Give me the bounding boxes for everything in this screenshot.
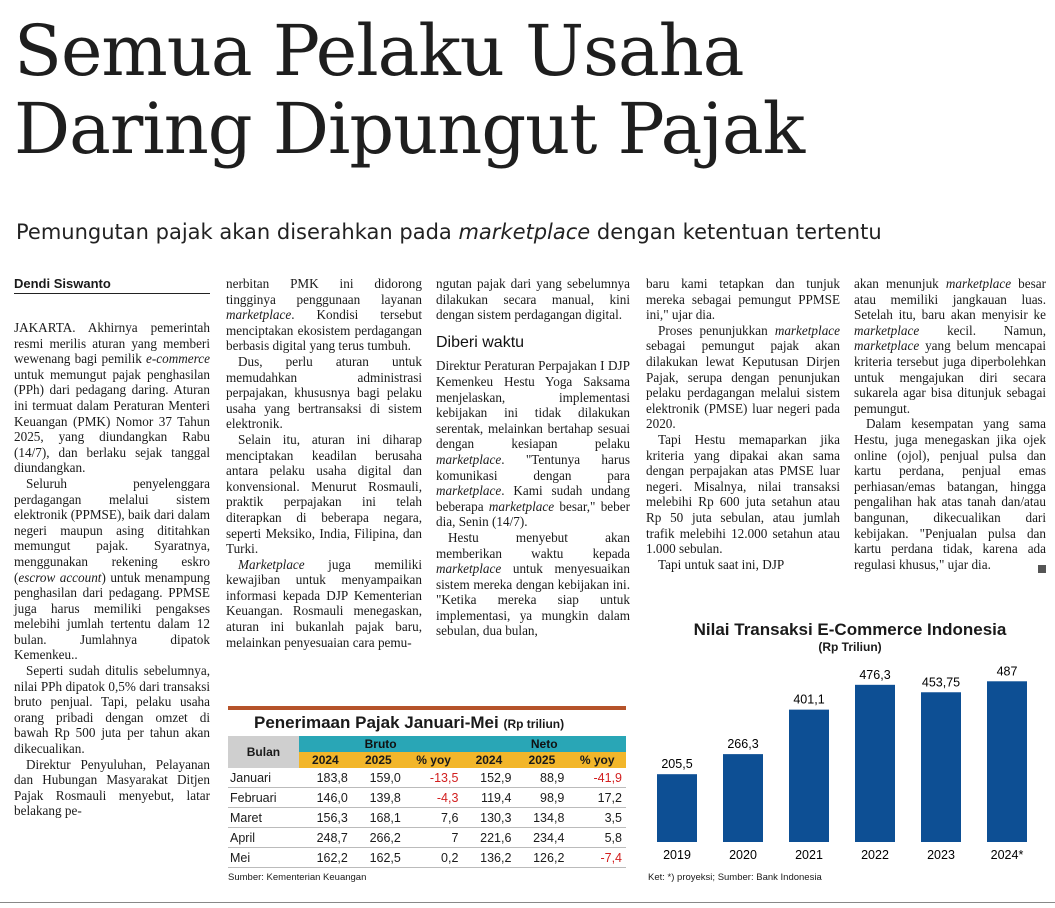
revenue-table [228,736,626,868]
header-yoy: % yoy [568,752,626,768]
table-row [228,828,626,848]
value-cell: 234,4 [515,828,568,848]
value-cell: 134,8 [515,808,568,828]
table-row [228,788,626,808]
table-source: Sumber: Kementerian Keuangan [228,872,367,883]
table-row [228,808,626,828]
table-title [254,713,626,733]
value-cell: 162,2 [299,848,352,868]
paragraph: Dalam kesempatan yang sama Hestu, juga menegaskan jika ojek online (ojol), penjual pulsa dan kartu perdana, penjual emas perhiasan/emas batangan, hingga pengalihan hak atas tanah dan/atau bangunan, dikecualikan dari kebijakan. "Penjualan pulsa dan kartu perdana tidak, karena ada regulasi khusus," ujar dia. [854,416,1046,572]
value-cell: 7 [405,828,463,848]
chart-subtitle: (Rp Triliun) [818,640,882,654]
table-unit: (Rp triliun) [503,717,565,731]
table-top-rule [228,706,626,710]
header-year: 2024 [299,752,352,768]
section-heading: Diberi waktu [436,333,525,351]
value-cell: 248,7 [299,828,352,848]
column-3-paragraph: ngutan pajak dari yang sebelumnya dilakukan secara manual, kini dengan sistem perdagangan digital. [436,276,630,323]
month-cell: Mei [228,848,299,868]
value-cell: -4,3 [405,788,463,808]
value-cell: 139,8 [352,788,405,808]
article-column-5 [854,276,1046,576]
value-cell: -41,9 [568,768,626,788]
subhead-before: Pemungutan pajak akan diserahkan pada [16,220,459,244]
x-tick-label: 2024* [990,848,1024,862]
table-title-text: Penerimaan Pajak Januari-Mei [254,713,499,732]
header-year: 2024 [462,752,515,768]
bar [723,754,763,842]
paragraph: Marketplace juga memiliki kewajiban untuk menyampaikan informasi kepada DJP Kementerian Keuangan. Rosmauli menegaskan, aturan ini bukanlah pajak baru, melainkan penyesuaian cara pemu- [226,556,422,650]
x-tick-label: 2020 [729,848,757,862]
paragraph: akan menunjuk marketplace besar atau memiliki jangkauan luas. Setelah itu, baru akan menyisir ke marketplace kecil. Namun, marketplace yang belum mencapai kriteria tersebut juga diperbolehkan untuk mengajukan diri secara sukarela agar bisa ditunjuk sebagai pemungut. [854,276,1047,416]
bar-value-label: 476,3 [859,667,891,682]
subhead [16,220,882,244]
bar [789,710,829,842]
column-5-body [854,276,1046,572]
value-cell: 0,2 [405,848,463,868]
end-of-article-mark [1038,565,1046,573]
paragraph: Selain itu, aturan ini diharap menciptakan keadilan berusaha antara pelaku usaha digital dan konvensional. Menurut Rosmauli, praktik perpajakan ini telah diterapkan di beberapa negara, seperti Meksiko, India, Filipina, dan Turki. [226,431,422,557]
bar-value-label: 453,75 [921,675,961,690]
value-cell: -7,4 [568,848,626,868]
headline-line-2: Daring Dipungut Pajak [14,88,805,170]
headline [14,12,1054,168]
value-cell: 162,5 [352,848,405,868]
paragraph: Hestu menyebut akan memberikan waktu kepada marketplace untuk menyesuaikan sistem mereka dengan kebijakan ini. "Ketika mereka siap untuk implementasi, ya mungkin dalam sebulan, dua bulan, [436,529,630,639]
value-cell: 7,6 [405,808,463,828]
value-cell: 146,0 [299,788,352,808]
header-yoy: % yoy [405,752,463,768]
bar-value-label: 266,3 [727,737,759,752]
value-cell: 130,3 [462,808,515,828]
table-row [228,848,626,868]
bar [987,681,1027,842]
bar [921,692,961,842]
month-cell: Januari [228,768,299,788]
column-3-body [436,358,630,639]
bar-value-label: 205,5 [661,757,693,772]
value-cell: 88,9 [515,768,568,788]
article-column-4 [646,276,840,572]
x-tick-label: 2019 [663,848,691,862]
paragraph: Direktur Penyuluhan, Pelayanan dan Hubungan Masyarakat Ditjen Pajak Rosmauli menyebut, latar belakang pe- [14,756,210,819]
article-column-3 [436,276,630,639]
article-column-2 [226,276,422,650]
bar-value-label: 401,1 [793,692,825,707]
bottom-rule [0,902,1055,903]
paragraph: Dus, perlu aturan untuk memudahkan administrasi perpajakan, khususnya bagi pelaku usaha yang bertransaksi di sistem elektronik. [226,353,422,432]
paragraph: Direktur Peraturan Perpajakan I DJP Kemenkeu Hestu Yoga Saksama menjelaskan, implementasi kebijakan ini tidak dilakukan serentak, melainkan bertahap sesuai dengan kesiapan pelaku marketplace. "Tentunya harus komunikasi dengan para marketplace. Kami sudah undang beberapa marketplace besar," beber dia, Senin (14/7). [436,358,630,530]
paragraph: Tapi Hestu memaparkan jika kriteria yang dipakai akan sama dengan perpajakan atas PMSE luar negeri. Misalnya, nilai transaksi melebihi Rp 600 juta setahun atau Rp 50 juta sebulan, atau jumlah trafik melebihi 12.000 setahun atau 1.000 sebulan. [646,431,840,557]
x-tick-label: 2021 [795,848,823,862]
chart-note: Ket: *) proyeksi; Sumber: Bank Indonesia [648,872,822,883]
header-bruto: Bruto [299,736,463,752]
header-neto: Neto [462,736,626,752]
value-cell: 266,2 [352,828,405,848]
byline: Dendi Siswanto [14,276,210,294]
value-cell: 221,6 [462,828,515,848]
value-cell: 119,4 [462,788,515,808]
value-cell: 152,9 [462,768,515,788]
ecommerce-bar-chart [645,655,1050,867]
value-cell: 5,8 [568,828,626,848]
value-cell: 156,3 [299,808,352,828]
headline-line-1: Semua Pelaku Usaha [14,10,744,92]
value-cell: 159,0 [352,768,405,788]
chart-title: Nilai Transaksi E-Commerce Indonesia [693,620,1007,639]
subhead-after: dengan ketentuan tertentu [590,220,882,244]
month-cell: Maret [228,808,299,828]
x-tick-label: 2023 [927,848,955,862]
tax-revenue-table [228,706,626,883]
table-body [228,768,626,868]
value-cell: -13,5 [405,768,463,788]
bar [657,774,697,842]
paragraph: Seluruh penyelenggara perdagangan melalui sistem elektronik (PPMSE), baik dari dalam negeri maupun asing dititahkan memungut pajak. Syaratnya, menggunakan rekening eskro (escrow account) untuk menampung penghasilan dari pedagang. PPMSE juga harus memiliki pengakses melebihi jumlah tertentu dalam 12 bulan. Jumlahnya dipatok Kemenkeu.. [14,475,211,663]
value-cell: 168,1 [352,808,405,828]
month-cell: Februari [228,788,299,808]
article-column-1 [14,320,210,819]
paragraph: Proses penunjukkan marketplace sebagai pemungut pajak akan dilakukan lewat Keputusan Dirjen Pajak, serupa dengan penunjukan pelaku perdagangan melalui sistem elektronik (PMSE) luar negeri pada 2020. [646,322,840,432]
value-cell: 126,2 [515,848,568,868]
paragraph: baru kami tetapkan dan tunjuk mereka sebagai pemungut PPMSE ini," ujar dia. [646,276,840,323]
value-cell: 98,9 [515,788,568,808]
table-row [228,768,626,788]
paragraph: JAKARTA. Akhirnya pemerintah resmi merilis aturan yang memberi wewenang bagi pemilik e-commerce untuk memungut pajak penghasilan (PPh) dari pedagang daring. Aturan ini termuat dalam Peraturan Menteri Keuangan (PMK) Nomor 37 Tahun 2025, yang diundangkan Rabu (14/7), dan berlaku sejak tanggal diundangkan. [14,320,210,476]
header-year: 2025 [352,752,405,768]
value-cell: 3,5 [568,808,626,828]
paragraph: nerbitan PMK ini didorong tingginya penggunaan layanan marketplace. Kondisi tersebut menciptakan ekosistem perdagangan berbasis digital yang terus tumbuh. [226,276,422,354]
value-cell: 136,2 [462,848,515,868]
bar [855,685,895,842]
bar-value-label: 487 [996,664,1018,679]
header-bulan: Bulan [228,736,299,768]
month-cell: April [228,828,299,848]
paragraph: Tapi untuk saat ini, DJP [658,556,785,572]
x-tick-label: 2022 [861,848,889,862]
header-year: 2025 [515,752,568,768]
subhead-italic: marketplace [458,220,591,244]
value-cell: 183,8 [299,768,352,788]
paragraph: Seperti sudah ditulis sebelumnya, nilai PPh dipatok 0,5% dari transaksi bruto penjual. Tapi, pelaku usaha orang pribadi dengan omzet di bawah Rp 500 juta per tahun akan dikecualikan. [14,663,210,757]
value-cell: 17,2 [568,788,626,808]
